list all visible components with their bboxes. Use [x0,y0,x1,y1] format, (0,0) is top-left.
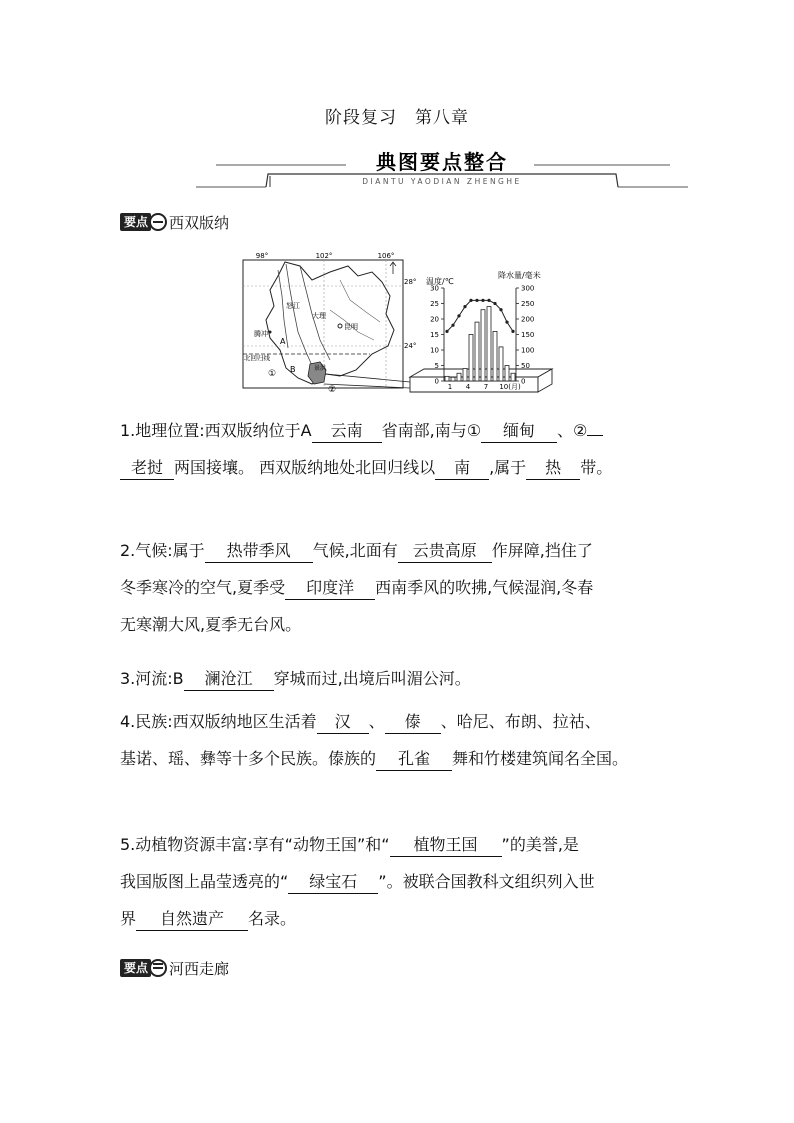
question-3 [120,662,680,696]
temperature-point [493,302,496,305]
lat-label-24: 24° [404,342,417,350]
temp-tick-label: 25 [430,300,439,308]
key-point-title: 河西走廊 [169,959,230,978]
answer-blank: 南 [435,457,489,480]
temp-tick-label: 20 [430,315,439,324]
precip-tick-label: 100 [521,346,535,355]
temp-tick-label: 10 [430,346,439,355]
precip-bar [469,335,473,382]
precip-bar [475,322,479,381]
lat-label-28: 28° [404,278,417,286]
temp-tick-label: 5 [434,362,439,370]
answer-blank: 绿宝石 [288,871,378,894]
precip-tick-label: 50 [521,362,530,370]
place-nujiang: 怒江 [286,302,300,310]
precip-bar [493,331,497,381]
precip-tick-label: 150 [521,331,535,339]
precip-bar [505,366,509,382]
question-4 [120,705,680,776]
answer-blank: 澜沧江 [184,668,274,691]
answer-blank: 印度洋 [285,577,375,600]
place-jinghong: 景洪 [314,365,327,372]
q5-text: 我国版图上晶莹透亮的“ [120,872,289,891]
question-5 [120,828,680,936]
label-a: A [280,337,286,346]
number-two-icon [149,959,167,977]
q4-text: 、哈尼、布朗、拉祜、 [440,712,601,731]
answer-blank [587,435,603,436]
temperature-point [469,299,472,302]
precip-tick-label: 300 [521,284,535,293]
temperature-point [445,330,448,333]
temperature-point [505,321,508,324]
q2-text: 冬季寒冷的空气,夏季受 [120,578,286,597]
label-circle-2: ② [328,385,337,395]
precip-bar [451,377,455,381]
precip-bar [445,376,449,381]
answer-blank: 云贵高原 [398,540,492,563]
label-circle-1: ① [268,369,277,379]
temperature-point [463,305,466,308]
q5-text: 界 [120,909,137,928]
q1-text: ,属于 [489,458,527,477]
q1-text: 1.地理位置:西双版纳位于A [120,421,312,440]
banner-subtitle: DIANTU YAODIAN ZHENGHE [362,177,522,186]
temperature-point [481,299,484,302]
label-b: B [290,365,296,374]
answer-blank: 傣 [385,711,441,734]
banner-title: 典图要点整合 [376,150,508,174]
precip-bar [511,373,515,381]
q2-text: 2.气候:属于 [120,541,205,560]
lon-label-106: 106° [377,252,395,260]
precip-tick-label: 250 [521,300,535,308]
q2-text: 西南季风的吹拂,气候湿润,冬春 [375,578,594,597]
place-tengchong: 腾冲 [254,330,268,338]
precip-bar [457,373,461,381]
precip-bar [463,369,467,381]
q4-text: 4.民族:西双版纳地区生活着 [120,712,317,731]
key-point-1 [120,211,229,233]
answer-blank: 云南 [312,420,382,443]
temperature-point [487,299,490,302]
tropic-of-cancer-label: 北回归线 [244,354,270,362]
q4-text: 、 [368,712,385,731]
page-title: 阶段复习 第八章 [325,108,469,128]
section-banner [196,148,688,190]
answer-blank: 热 [526,457,580,480]
q5-text: 5.动植物资源丰富:享有“动物王国”和“ [120,835,390,854]
month-label-10: 10(月) [499,383,521,391]
key-point-badge: 要点 [120,213,151,231]
question-2 [120,534,680,642]
temperature-point [451,324,454,327]
answer-blank: 缅甸 [481,420,557,443]
q1-text: 带。 [580,458,613,477]
answer-blank: 汉 [317,711,369,734]
q1-text: 两国接壤。 西双版纳地处北回归线以 [174,458,436,477]
q2-text: 无寒潮大风,夏季无台风。 [120,615,302,634]
number-one-icon [149,213,167,231]
lon-label-102: 102° [315,252,333,260]
q5-text: ”的美誉,是 [501,835,579,854]
key-point-2 [120,957,229,979]
precip-axis-title: 降水量/毫米 [498,271,541,280]
answer-blank: 老挝 [120,457,174,480]
temperature-point [499,308,502,311]
q1-text: 、② [557,421,588,440]
q3-text: 3.河流:B [120,669,184,688]
question-1 [120,414,680,485]
precip-bar [499,347,503,381]
place-dali: 大理 [312,312,326,320]
precip-bar [487,307,491,381]
q5-text: 名录。 [248,909,297,928]
temperature-line [447,300,513,331]
q4-text: 基诺、瑶、彝等十多个民族。傣族的 [120,749,377,768]
place-kunming: 昆明 [344,323,358,331]
q2-text: 气候,北面有 [312,541,398,560]
temp-tick-label: 15 [430,331,439,339]
answer-blank: 自然遗产 [136,908,248,931]
temp-tick-label: 30 [430,284,439,293]
temperature-point [511,330,514,333]
q2-text: 作屏障,挡住了 [491,541,593,560]
precip-bar [481,310,485,381]
lon-label-98: 98° [255,252,269,260]
month-label-4: 4 [465,383,471,391]
q3-text: 穿城而过,出境后叫湄公河。 [273,669,471,688]
answer-blank: 孔雀 [376,748,452,771]
answer-blank: 植物王国 [390,834,502,857]
precip-tick-label: 0 [521,377,526,386]
temperature-point [457,314,460,317]
key-point-title: 西双版纳 [169,213,230,232]
q4-text: 舞和竹楼建筑闻名全国。 [452,749,629,768]
q1-text: 省南部,南与① [381,421,482,440]
temperature-point [475,299,478,302]
month-label-7: 7 [483,383,489,391]
temp-axis-title: 温度/℃ [426,277,454,286]
month-label-1: 1 [447,383,453,391]
answer-blank: 热带季风 [205,540,313,563]
xishuangbanna-map-and-climate-chart [240,250,558,400]
q5-text: ”。被联合国教科文组织列入世 [378,872,595,891]
temp-tick-label: 0 [434,377,439,386]
key-point-badge: 要点 [120,959,151,977]
precip-tick-label: 200 [521,315,535,324]
